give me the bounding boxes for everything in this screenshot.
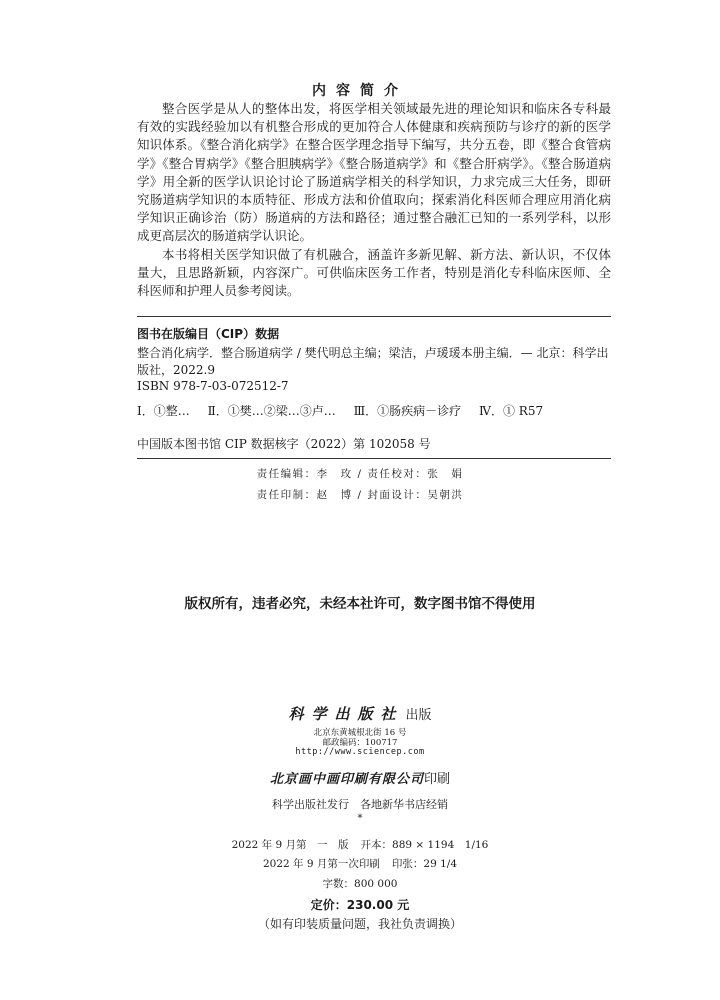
summary-title: 内容简介 [312,83,408,99]
publisher-logo: 科学出版社 [288,705,404,723]
format-size: 开本：889 × 1194 1/16 [360,839,489,851]
price: 定价：230.00 元 [310,898,410,912]
copyright-notice: 版权所有，违者必究，未经本社许可，数字图书馆不得使用 [184,596,536,612]
printing-line [0,856,720,871]
edition-date: 2022 年 9 月第 一 版 [231,839,349,851]
summary-body [137,100,611,300]
printer-name: 北京画中画印刷有限公司 [269,772,424,787]
divider [137,316,611,317]
summary-paragraph: 整合医学是从人的整体出发，将医学相关领域最先进的理论知识和临床各专科最有效的实践经验加以有机整合形成的更加符合人体健康和疾病预防与诊疗的新的医学知识体系。《整合消化病学》在整合医学理念指导下编写，共分五卷，即《整合食管病学》《整合胃病学》《整合胆胰病学》《整合肠道病学》和《整合肝病学》。《整合肠道病学》用全新的医学认识论讨论了肠道病学相关的科学知识，力求完成三大任务，即研究肠道病学知识的本质特征、形成方法和价值取向；探索消化科医师合理应用消化病学知识正确诊治（防）肠道病的方法和路径；通过整合融汇已知的一系列学科，以形成更高层次的肠道病学认识论。 [137,101,611,244]
divider [137,458,611,459]
cip-class-item: Ⅰ．①整… [137,404,190,418]
distribution-line: 科学出版社发行 各地新华书店经销 [272,798,448,811]
summary-paragraph: 本书将相关医学知识做了有机融合，涵盖许多新见解、新方法、新认识，不仅体量大，且思路新颖，内容深广。可供临床医务工作者，特别是消化专科临床医师、全科医师和护理人员参考阅读。 [137,246,611,299]
edition-line [0,837,720,852]
staff-line: 责任印制：赵 博 / 封面设计：吴朝洪 [256,489,464,501]
cip-class-item: Ⅳ．① R57 [478,404,544,418]
cip-record: 整合消化病学．整合肠道病学 / 樊代明总主编；梁洁，卢瑗瑗本册主编．— 北京：科学出版社，2022.9 [137,346,609,377]
quality-notice: （如有印装质量问题，我社负责调换） [257,917,462,931]
cip-class-item: Ⅱ．①樊…②梁…③卢… [207,404,336,418]
staff-line: 责任编辑：李 玫 / 责任校对：张 娟 [256,468,464,480]
separator-star: * [357,813,363,824]
cip-verify: 中国版本图书馆 CIP 数据核字（2022）第 102058 号 [137,437,431,451]
sheet-count: 印张：29 1/4 [391,858,458,870]
publisher-url: http://www.sciencep.com [295,747,425,757]
cip-class-item: Ⅲ．①肠疾病－诊疗 [353,404,462,418]
printer-line [0,768,720,787]
printing-date: 2022 年 9 月第一次印刷 [262,858,380,870]
publisher-address: 北京东黄城根北街 16 号 [313,728,407,738]
cip-isbn: ISBN 978-7-03-072512-7 [137,379,289,393]
cip-heading: 图书在版编目（CIP）数据 [137,327,280,341]
printer-suffix: 印刷 [424,772,451,787]
word-count: 字数：800 000 [322,878,398,890]
publisher-postcode: 邮政编码：100717 [322,738,398,748]
publisher-line [0,703,720,724]
publisher-suffix: 出版 [405,708,432,723]
cip-classification [137,403,611,420]
